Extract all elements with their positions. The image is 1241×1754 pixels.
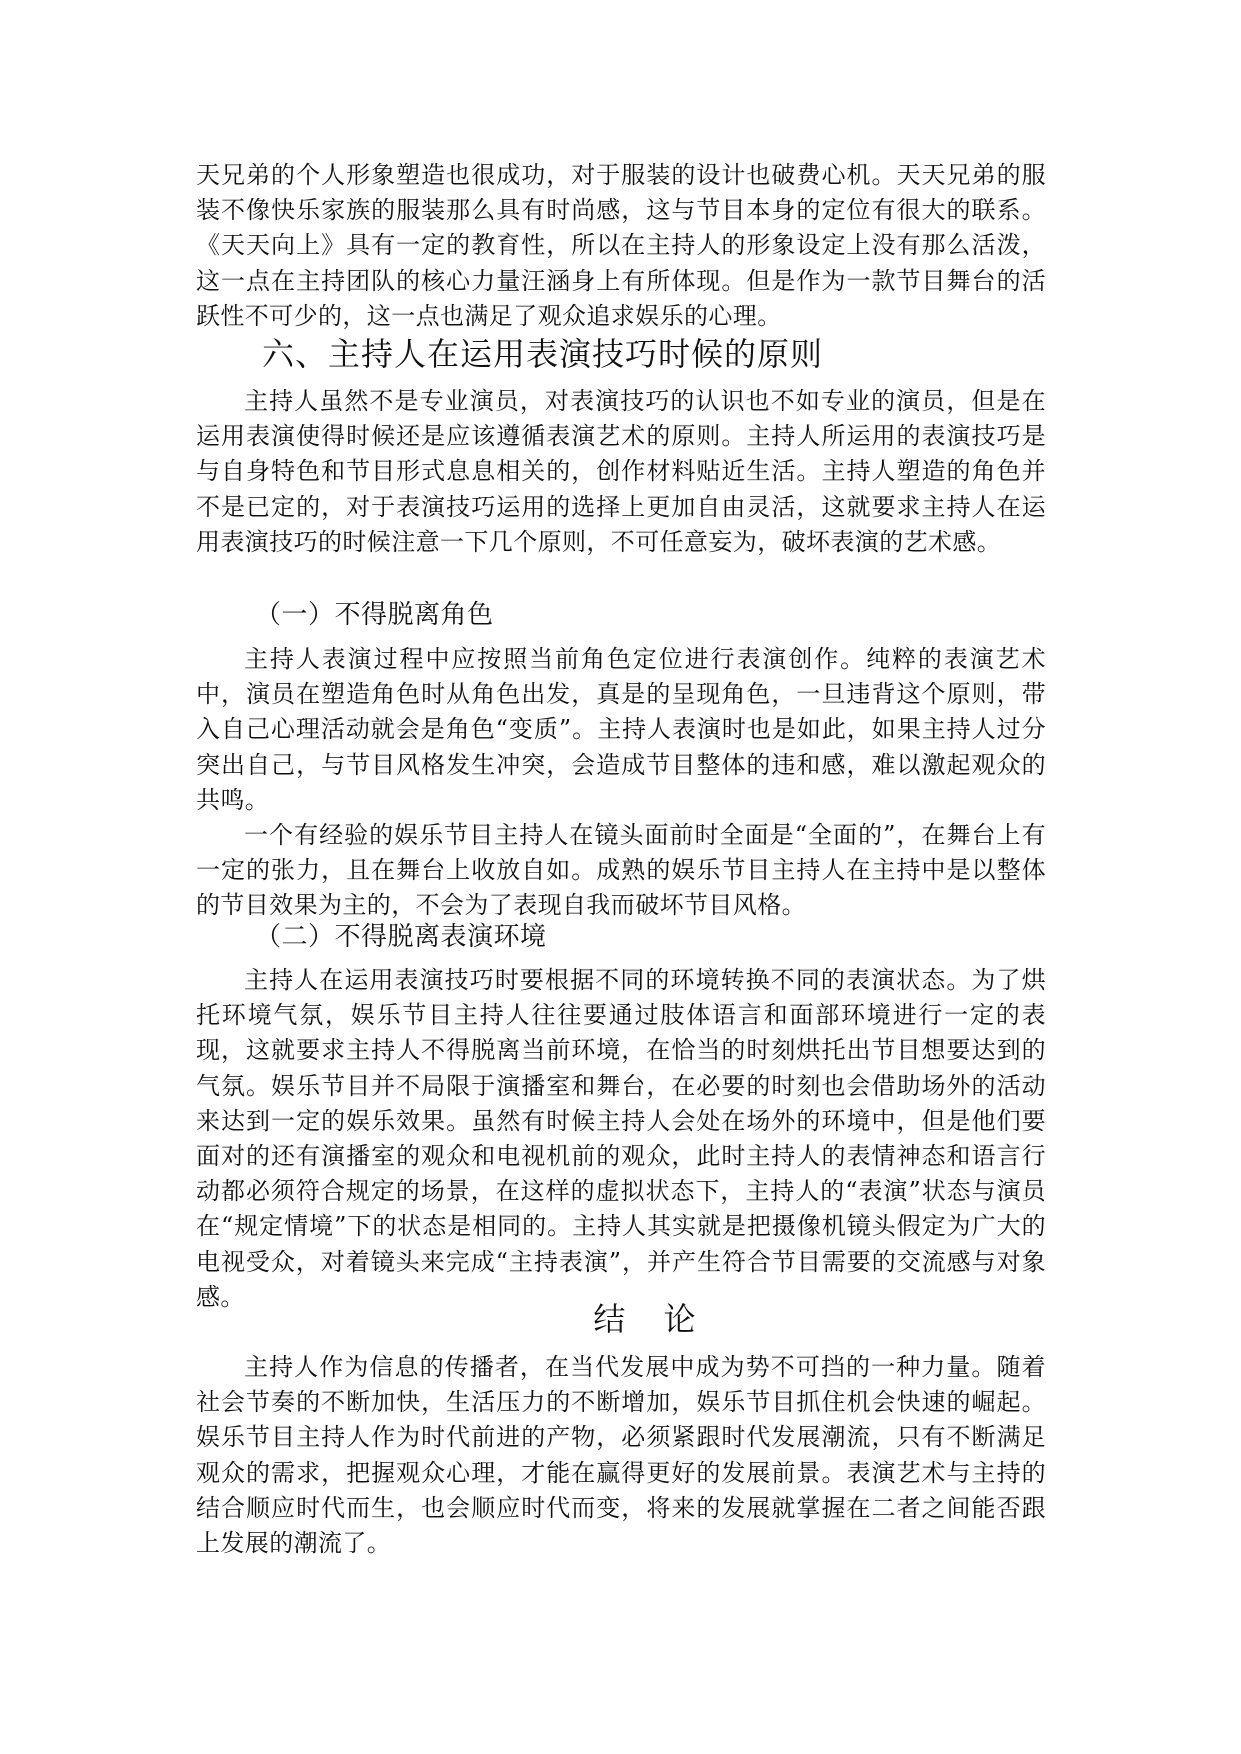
environment-paragraph: 主持人在运用表演技巧时要根据不同的环境转换不同的表演状态。为了烘托环境气氛，娱乐节目主持人往往要通过肢体语言和面部环境进行一定的表现，这就要求主持人不得脱离当前环境，在恰当的时刻烘托出节目想要达到的气氛。娱乐节目并不局限于演播室和舞台，在必要的时刻也会借助场外的活动来达到一定的娱乐效果。虽然有时候主持人会处在场外的环境中，但是他们要面对的还有演播室的观众和电视机前的观众，此时主持人的表情神态和语言行动都必须符合规定的场景，在这样的虚拟状态下，主持人的“表演”状态与演员在“规定情境”下的状态是相同的。主持人其实就是把摄像机镜头假定为广大的电视受众，对着镜头来完成“主持表演”，并产生符合节目需要的交流感与对象感。 <box>196 966 1046 1311</box>
conclusion-heading: 结 论 <box>593 1300 710 1338</box>
intro-paragraph: 天兄弟的个人形象塑造也很成功，对于服装的设计也破费心机。天天兄弟的服装不像快乐家族的服装那么具有时尚感，这与节目本身的定位有很大的联系。《天天向上》具有一定的教育性，所以在主持人的形象设定上没有那么活泼，这一点在主持团队的核心力量汪涵身上有所体现。但是作为一款节目舞台的活跃性不可少的，这一点也满足了观众追求娱乐的心理。 <box>196 161 1046 330</box>
role-paragraph-2: 一个有经验的娱乐节目主持人在镜头面前时全面是“全面的”，在舞台上有一定的张力，且在舞台上收放自如。成熟的娱乐节目主持人在主持中是以整体的节目效果为主的，不会为了表现自我而破坏节目风格。 <box>196 821 1046 920</box>
section-principles-paragraph: 主持人虽然不是专业演员，对表演技巧的认识也不如专业的演员，但是在运用表演使得时候还是应该遵循表演艺术的原则。主持人所运用的表演技巧是与自身特色和节目形式息息相关的，创作材料贴近生活。主持人塑造的角色并不是已定的，对于表演技巧运用的选择上更加自由灵活，这就要求主持人在运用表演技巧的时候注意一下几个原则，不可任意妄为，破坏表演的艺术感。 <box>196 387 1046 556</box>
conclusion-paragraph: 主持人作为信息的传播者，在当代发展中成为势不可挡的一种力量。随着社会节奏的不断加快，生活压力的不断增加，娱乐节目抓住机会快速的崛起。娱乐节目主持人作为时代前进的产物，必须紧跟时代发展潮流，只有不断满足观众的需求，把握观众心理，才能在赢得更好的发展前景。表演艺术与主持的结合顺应时代而生，也会顺应时代而变，将来的发展就掌握在二者之间能否跟上发展的潮流了。 <box>196 1353 1046 1558</box>
role-paragraph-1: 主持人表演过程中应按照当前角色定位进行表演创作。纯粹的表演艺术中，演员在塑造角色时从角色出发，真是的呈现角色，一旦违背这个原则，带入自己心理活动就会是角色“变质”。主持人表演时也是如此，如果主持人过分突出自己，与节目风格发生冲突，会造成节目整体的违和感，难以激起观众的共鸣。 <box>196 645 1046 814</box>
section-heading-principles: 六、主持人在运用表演技巧时候的原则 <box>262 335 824 373</box>
subheading-role: （一）不得脱离角色 <box>255 600 494 630</box>
subheading-environment: （二）不得脱离表演环境 <box>255 922 547 952</box>
